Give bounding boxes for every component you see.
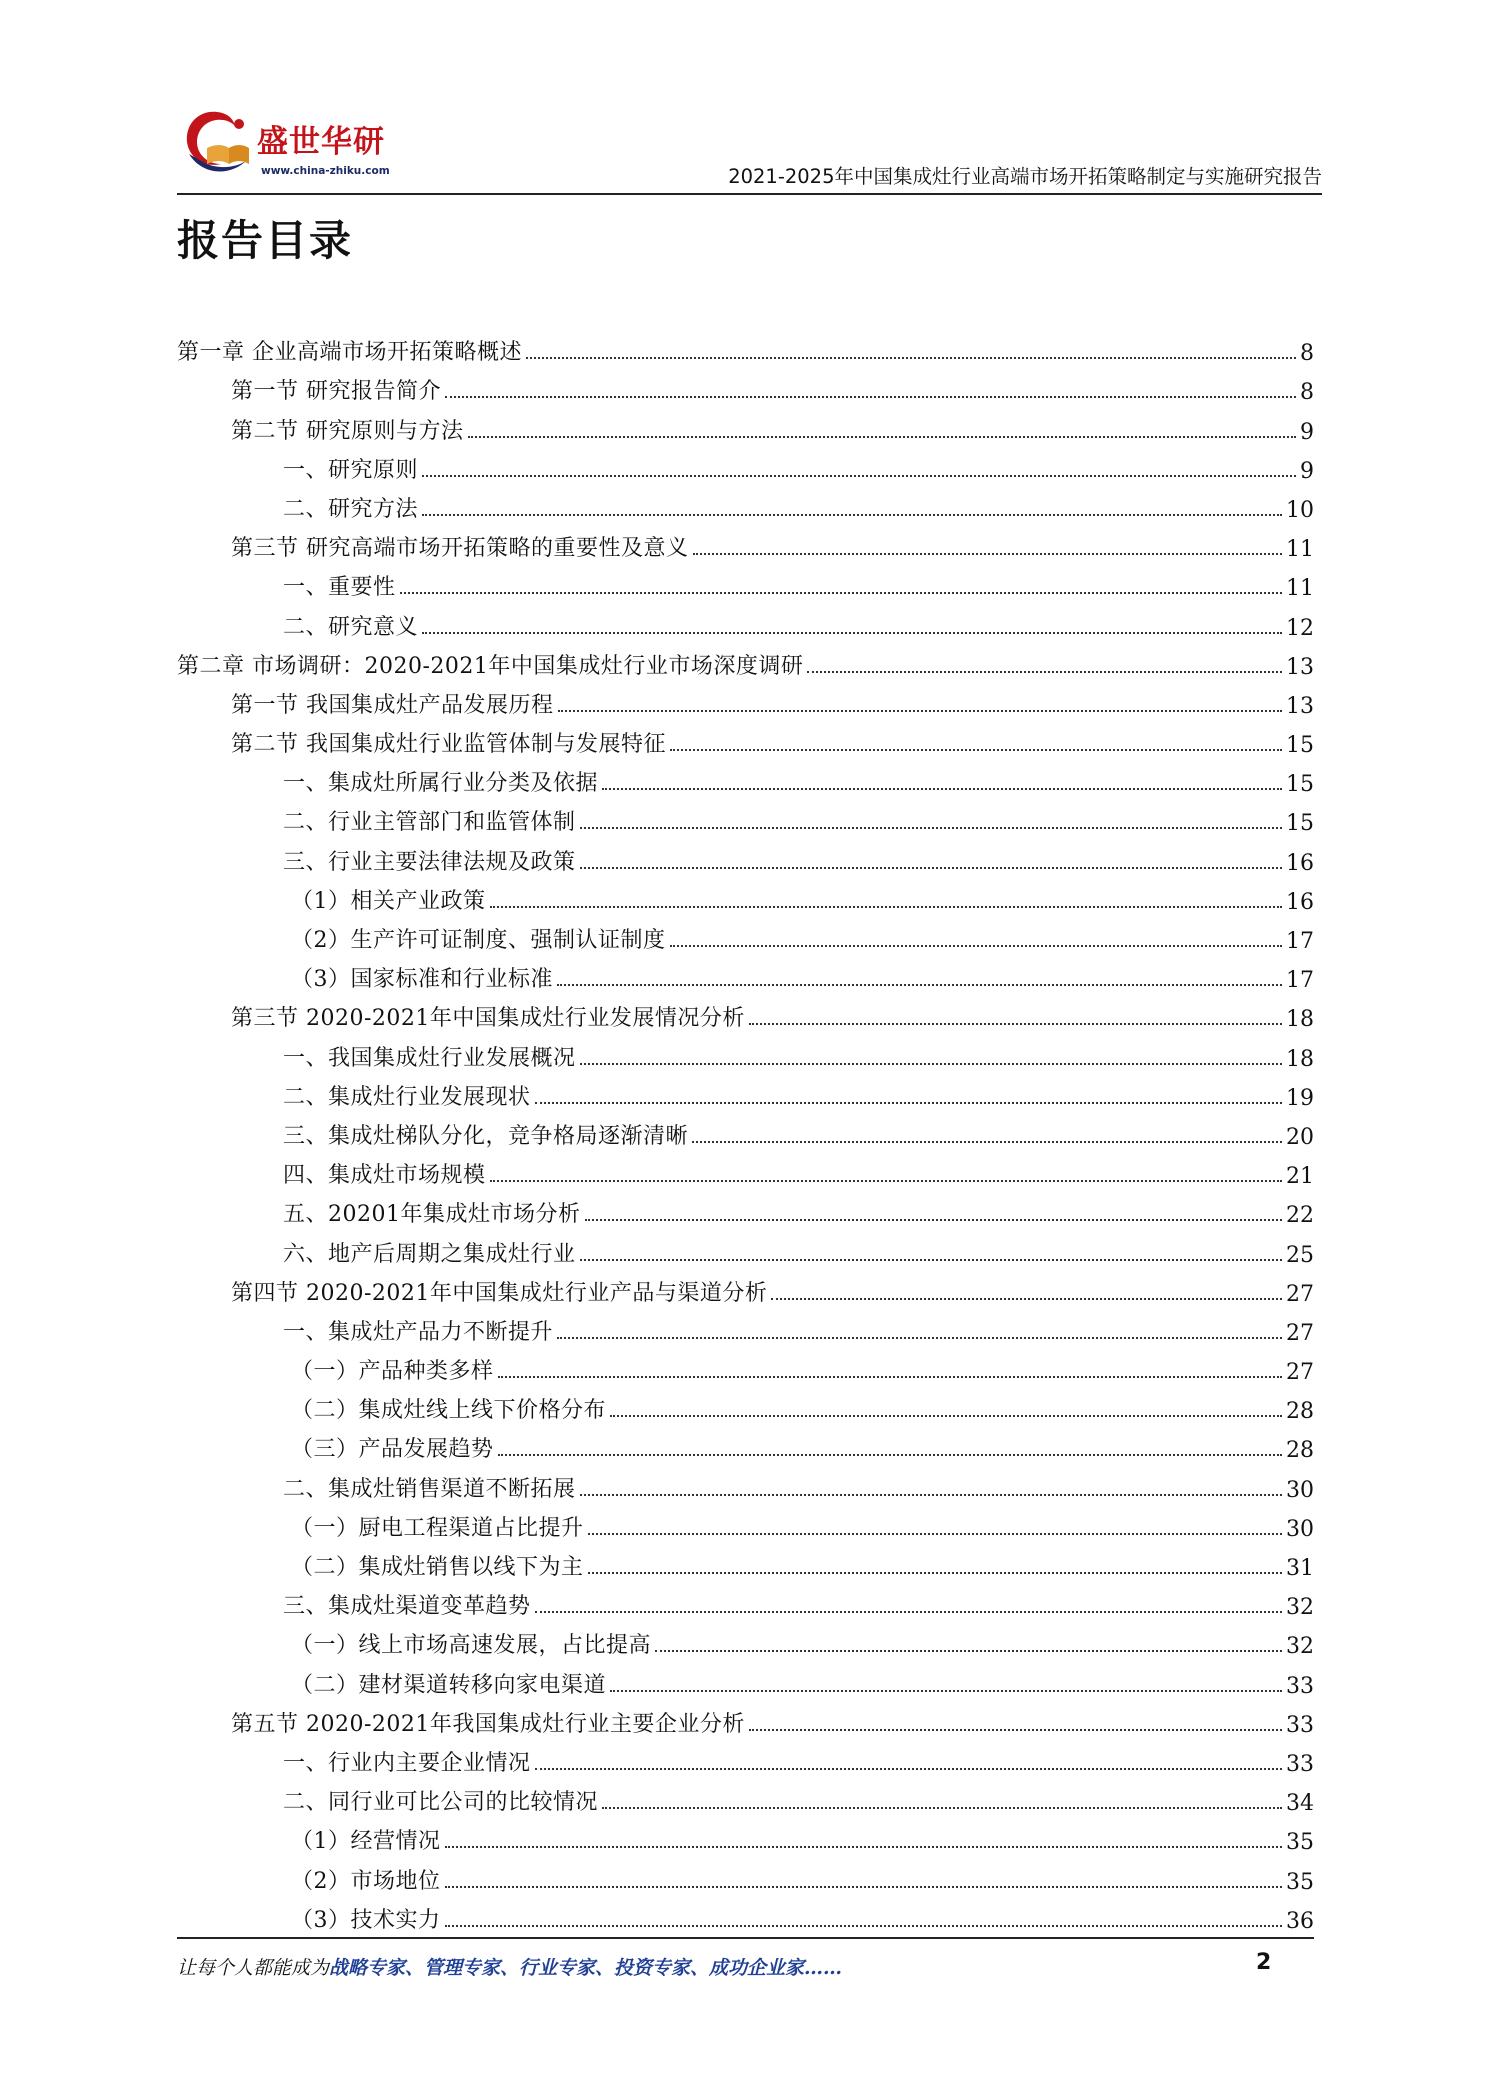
footer-divider [177, 1937, 1314, 1939]
toc-entry-page: 32 [1286, 1634, 1314, 1660]
toc-entry-label: 一、研究原则 [283, 457, 419, 483]
toc-entry-page: 11 [1286, 576, 1314, 602]
toc-entry[interactable] [177, 1738, 1314, 1777]
toc-entry-label: 第三节 2020-2021年中国集成灶行业发展情况分析 [231, 1006, 745, 1032]
toc-entry-label: 二、同行业可比公司的比较情况 [283, 1790, 599, 1816]
toc-entry[interactable] [177, 1268, 1314, 1307]
toc-entry[interactable] [177, 680, 1314, 719]
toc-entry[interactable] [177, 1659, 1314, 1698]
toc-entry[interactable] [177, 523, 1314, 562]
toc-dot-leader [445, 1886, 1283, 1888]
toc-entry[interactable] [177, 1620, 1314, 1659]
toc-dot-leader [400, 592, 1282, 594]
page-header [177, 100, 1322, 195]
toc-entry-label: （2）生产许可证制度、强制认证制度 [291, 928, 666, 953]
toc-entry-label: （3）技术实力 [291, 1907, 441, 1933]
toc-entry[interactable] [177, 876, 1314, 915]
toc-dot-leader [498, 1454, 1282, 1456]
company-logo [177, 104, 397, 184]
toc-entry-label: （二）集成灶线上线下价格分布 [291, 1398, 607, 1424]
toc-entry[interactable] [177, 1463, 1314, 1502]
toc-entry[interactable] [177, 1150, 1314, 1189]
toc-entry-page: 16 [1286, 889, 1314, 915]
toc-dot-leader [670, 749, 1282, 751]
toc-dot-leader [422, 514, 1282, 516]
toc-dot-leader [580, 1494, 1282, 1496]
toc-dot-leader [445, 1846, 1283, 1848]
logo-url: www.china-zhiku.com [261, 165, 390, 177]
toc-dot-leader [535, 1102, 1282, 1104]
toc-entry[interactable] [177, 601, 1314, 640]
toc-entry-page: 15 [1286, 772, 1314, 798]
toc-dot-leader [693, 553, 1283, 555]
page-number: 2 [1256, 1950, 1272, 1975]
toc-entry[interactable] [177, 1542, 1314, 1581]
toc-entry[interactable] [177, 1895, 1314, 1934]
toc-entry[interactable] [177, 562, 1314, 601]
toc-entry-label: 第二节 我国集成灶行业监管体制与发展特征 [231, 732, 666, 758]
toc-entry-label: （一）线上市场高速发展，占比提高 [291, 1633, 652, 1659]
toc-entry-label: （2）市场地位 [291, 1868, 441, 1894]
toc-entry-label: 第一节 研究报告简介 [231, 379, 441, 405]
toc-entry-label: 四、集成灶市场规模 [283, 1163, 486, 1189]
page-title: 报告目录 [177, 216, 354, 265]
toc-dot-leader [468, 436, 1297, 438]
toc-entry[interactable] [177, 1581, 1314, 1620]
toc-dot-leader [557, 1337, 1282, 1339]
toc-entry[interactable] [177, 954, 1314, 993]
toc-entry-label: 第五节 2020-2021年我国集成灶行业主要企业分析 [231, 1711, 745, 1737]
toc-entry-page: 27 [1286, 1360, 1314, 1386]
toc-dot-leader [580, 867, 1282, 869]
toc-entry-page: 35 [1286, 1830, 1314, 1856]
toc-entry[interactable] [177, 405, 1314, 444]
report-title: 2021-2025年中国集成灶行业高端市场开拓策略制定与实施研究报告 [728, 165, 1322, 188]
toc-entry-label: 第一节 我国集成灶产品发展历程 [231, 692, 554, 718]
toc-entry-label: （一）厨电工程渠道占比提升 [291, 1515, 584, 1541]
toc-entry-label: 第一章 企业高端市场开拓策略概述 [177, 340, 522, 366]
toc-dot-leader [580, 827, 1282, 829]
table-of-contents [177, 327, 1314, 1934]
toc-dot-leader [655, 1650, 1282, 1652]
toc-entry-page: 15 [1286, 733, 1314, 759]
header-divider [177, 193, 1322, 195]
toc-dot-leader [580, 1063, 1282, 1065]
toc-entry-page: 9 [1300, 419, 1314, 445]
toc-dot-leader [558, 710, 1283, 712]
toc-entry[interactable] [177, 836, 1314, 875]
toc-entry[interactable] [177, 484, 1314, 523]
toc-entry-page: 18 [1286, 1046, 1314, 1072]
toc-dot-leader [610, 1415, 1282, 1417]
toc-entry[interactable] [177, 1816, 1314, 1855]
toc-entry-page: 33 [1286, 1712, 1314, 1738]
toc-entry-label: 第三节 研究高端市场开拓策略的重要性及意义 [231, 536, 689, 562]
toc-entry-page: 25 [1286, 1242, 1314, 1268]
toc-entry-page: 10 [1286, 497, 1314, 523]
toc-entry-page: 16 [1286, 850, 1314, 876]
toc-entry[interactable] [177, 1072, 1314, 1111]
toc-entry-page: 35 [1286, 1869, 1314, 1895]
toc-entry-label: 一、行业内主要企业情况 [283, 1750, 531, 1776]
toc-entry-label: （1）经营情况 [291, 1829, 441, 1855]
toc-dot-leader [749, 1729, 1282, 1731]
toc-entry-page: 30 [1286, 1477, 1314, 1503]
toc-dot-leader [588, 1572, 1282, 1574]
toc-dot-leader [749, 1023, 1282, 1025]
toc-entry-page: 34 [1286, 1791, 1314, 1817]
toc-entry[interactable] [177, 1777, 1314, 1816]
toc-entry[interactable] [177, 1346, 1314, 1385]
toc-entry[interactable] [177, 1855, 1314, 1894]
toc-dot-leader [535, 1768, 1282, 1770]
toc-entry-page: 18 [1286, 1007, 1314, 1033]
toc-dot-leader [580, 1259, 1282, 1261]
toc-entry-label: （二）建材渠道转移向家电渠道 [291, 1672, 607, 1698]
toc-entry-page: 13 [1286, 654, 1314, 680]
toc-dot-leader [535, 1611, 1282, 1613]
toc-entry-label: 三、集成灶梯队分化，竞争格局逐渐清晰 [283, 1123, 689, 1149]
toc-entry-page: 27 [1286, 1281, 1314, 1307]
footer-slogan [177, 1953, 842, 1980]
toc-entry-page: 12 [1286, 615, 1314, 641]
toc-entry[interactable] [177, 758, 1314, 797]
toc-entry[interactable] [177, 1307, 1314, 1346]
toc-entry[interactable] [177, 1189, 1314, 1228]
toc-entry[interactable] [177, 1424, 1314, 1463]
toc-entry-label: 五、20201年集成灶市场分析 [283, 1202, 581, 1228]
toc-dot-leader [588, 1533, 1282, 1535]
toc-entry-page: 17 [1286, 968, 1314, 994]
toc-dot-leader [670, 945, 1283, 947]
toc-entry-label: 第四节 2020-2021年中国集成灶行业产品与渠道分析 [231, 1280, 768, 1306]
toc-entry[interactable] [177, 1032, 1314, 1071]
toc-entry[interactable] [177, 1385, 1314, 1424]
toc-entry[interactable] [177, 1111, 1314, 1150]
toc-entry-label: （3）国家标准和行业标准 [291, 967, 553, 993]
toc-entry-label: 二、研究意义 [283, 614, 419, 640]
toc-entry-label: 二、集成灶行业发展现状 [283, 1084, 531, 1110]
toc-entry-page: 22 [1286, 1203, 1314, 1229]
toc-dot-leader [490, 1180, 1282, 1182]
toc-entry-page: 30 [1286, 1516, 1314, 1542]
logo-mark-icon [177, 104, 257, 184]
toc-entry-page: 13 [1286, 693, 1314, 719]
toc-dot-leader [422, 632, 1282, 634]
toc-entry-page: 17 [1286, 929, 1314, 954]
toc-entry-page: 9 [1300, 458, 1314, 484]
toc-entry-page: 31 [1286, 1556, 1314, 1581]
toc-entry-label: （一）产品种类多样 [291, 1359, 494, 1385]
toc-entry-label: 二、集成灶销售渠道不断拓展 [283, 1476, 576, 1502]
footer-slogan-emphasis: 战略专家、管理专家、行业专家、投资专家、成功企业家…… [329, 1957, 843, 1979]
toc-dot-leader [610, 1690, 1282, 1692]
toc-entry[interactable] [177, 719, 1314, 758]
toc-entry-page: 27 [1286, 1320, 1314, 1346]
toc-dot-leader [422, 475, 1296, 477]
toc-entry[interactable] [177, 445, 1314, 484]
toc-dot-leader [602, 788, 1282, 790]
toc-dot-leader [585, 1219, 1283, 1221]
toc-entry-page: 8 [1300, 341, 1314, 367]
toc-dot-leader [445, 396, 1296, 398]
toc-dot-leader [771, 1298, 1282, 1300]
toc-entry-label: 六、地产后周期之集成灶行业 [283, 1241, 576, 1267]
toc-entry-label: 一、集成灶产品力不断提升 [283, 1319, 554, 1345]
toc-entry-page: 20 [1286, 1124, 1314, 1150]
toc-entry-page: 15 [1286, 811, 1314, 837]
footer-slogan-prefix: 让每个人都能成为 [177, 1957, 330, 1979]
toc-entry-label: 第二章 市场调研：2020-2021年中国集成灶行业市场深度调研 [177, 653, 804, 679]
toc-entry-page: 28 [1286, 1438, 1314, 1464]
toc-entry-page: 33 [1286, 1673, 1314, 1699]
toc-entry-page: 32 [1286, 1595, 1314, 1621]
toc-entry-label: 三、行业主要法律法规及政策 [283, 849, 576, 875]
toc-entry-label: 一、集成灶所属行业分类及依据 [283, 771, 599, 797]
toc-entry-page: 21 [1286, 1164, 1314, 1190]
toc-entry-label: 二、行业主管部门和监管体制 [283, 810, 576, 836]
toc-entry-page: 36 [1286, 1908, 1314, 1934]
toc-entry[interactable] [177, 641, 1314, 680]
toc-entry-label: 二、研究方法 [283, 496, 419, 522]
toc-dot-leader [498, 1376, 1282, 1378]
toc-entry-label: 第二节 研究原则与方法 [231, 418, 464, 444]
toc-entry-page: 8 [1300, 380, 1314, 406]
logo-text: 盛世华研 [257, 124, 385, 160]
toc-entry-label: 三、集成灶渠道变革趋势 [283, 1594, 531, 1620]
toc-entry-page: 19 [1286, 1085, 1314, 1111]
toc-dot-leader [445, 1925, 1283, 1927]
toc-entry[interactable] [177, 915, 1314, 954]
toc-dot-leader [602, 1807, 1282, 1809]
toc-entry[interactable] [177, 993, 1314, 1032]
toc-dot-leader [807, 671, 1282, 673]
toc-entry[interactable] [177, 1228, 1314, 1267]
toc-entry-label: （二）集成灶销售以线下为主 [291, 1555, 584, 1580]
toc-entry[interactable] [177, 797, 1314, 836]
toc-dot-leader [526, 357, 1296, 359]
toc-dot-leader [490, 906, 1283, 908]
toc-entry-label: 一、重要性 [283, 575, 396, 601]
toc-dot-leader [692, 1141, 1282, 1143]
toc-entry-label: （三）产品发展趋势 [291, 1437, 494, 1463]
toc-entry-page: 11 [1286, 537, 1314, 563]
toc-entry-page: 33 [1286, 1751, 1314, 1777]
toc-dot-leader [557, 984, 1282, 986]
toc-entry-page: 28 [1286, 1399, 1314, 1425]
toc-entry-label: 一、我国集成灶行业发展概况 [283, 1045, 576, 1071]
toc-entry-label: （1）相关产业政策 [291, 888, 486, 914]
toc-entry[interactable] [177, 366, 1314, 405]
toc-entry[interactable] [177, 327, 1314, 366]
toc-entry[interactable] [177, 1503, 1314, 1542]
toc-entry[interactable] [177, 1699, 1314, 1738]
